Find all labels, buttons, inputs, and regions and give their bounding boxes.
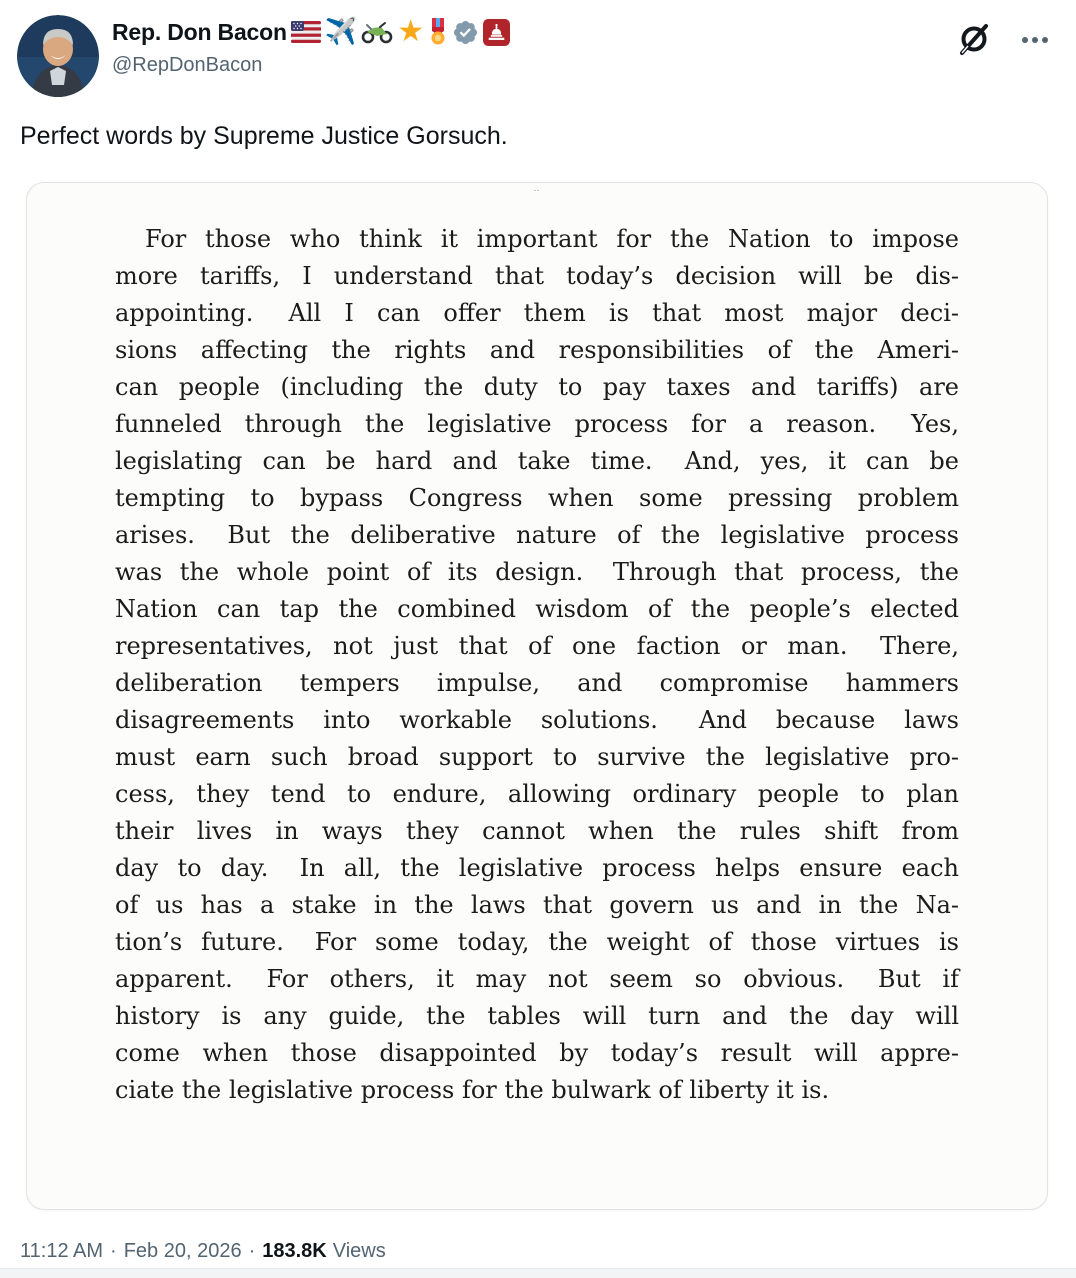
airplane-emoji: ✈️: [324, 17, 358, 47]
avatar[interactable]: [17, 15, 99, 97]
image-artifact-mark: ‥: [533, 183, 541, 193]
tweet-image[interactable]: [26, 182, 1048, 1210]
capitol-affiliate-badge[interactable]: [483, 18, 510, 46]
avatar-photo: [17, 15, 99, 97]
grok-button[interactable]: [952, 18, 996, 62]
us-flag-emoji: [291, 18, 321, 46]
views-label: Views: [332, 1240, 386, 1262]
timestamp-time: 11:12 AM: [20, 1240, 104, 1262]
motorcycle-emoji: [361, 18, 393, 46]
star-emoji: ★: [397, 14, 425, 49]
display-name[interactable]: Rep. Don Bacon: [112, 18, 287, 45]
views-count: 183.8K: [262, 1240, 327, 1262]
document-text: For those who think it important for the Nation to impose more tariffs, I understand that today’s decision will be dis- appointing. All I can offer them is that most major deci- sions affecting the rights and responsibilities of the Ameri- can people (including the duty to pay taxes and tariffs) are funneled through the legislative process for a reason. Yes, legislating can be hard and take time. And, yes, it can be tempting to bypass Congress when some pressing problem arises. But the deliberative nature of the legislative process was the whole point of its design. Through that process, the Nation can tap the combined wisdom of the people’s elected representatives, not just that of one faction or man. There, deliberation tempers impulse, and compromise hammers disagreements into workable solutions. And because laws must earn such broad support to survive the legislative pro- cess, they tend to endure, allowing ordinary people to plan their lives in ways they cannot when the rules shift from day to day. In all, the legislative process helps ensure each of us has a stake in the laws that govern us and in the Na- tion’s future. For some today, the weight of those virtues is apparent. For others, it may not seem so obvious. But if history is any guide, the tables will turn and the day will come when those disappointed by today’s result will appre- ciate the legislative process for the bulwark of liberty it is.: [115, 225, 959, 1104]
timestamp-date: Feb 20, 2026: [123, 1240, 242, 1262]
section-divider: [0, 1268, 1076, 1278]
tweet-text: Perfect words by Supreme Justice Gorsuch.: [20, 122, 508, 150]
grok-icon: [957, 23, 991, 57]
user-handle[interactable]: @RepDonBacon: [112, 54, 263, 76]
user-header: [112, 16, 510, 77]
more-button[interactable]: [1010, 18, 1060, 62]
tweet-meta: 11:12 AM · Feb 20, 2026 · 183.8K Views: [20, 1240, 386, 1262]
military-medal-emoji: [428, 18, 448, 46]
verified-badge[interactable]: [452, 18, 479, 46]
more-icon: [1022, 37, 1028, 43]
